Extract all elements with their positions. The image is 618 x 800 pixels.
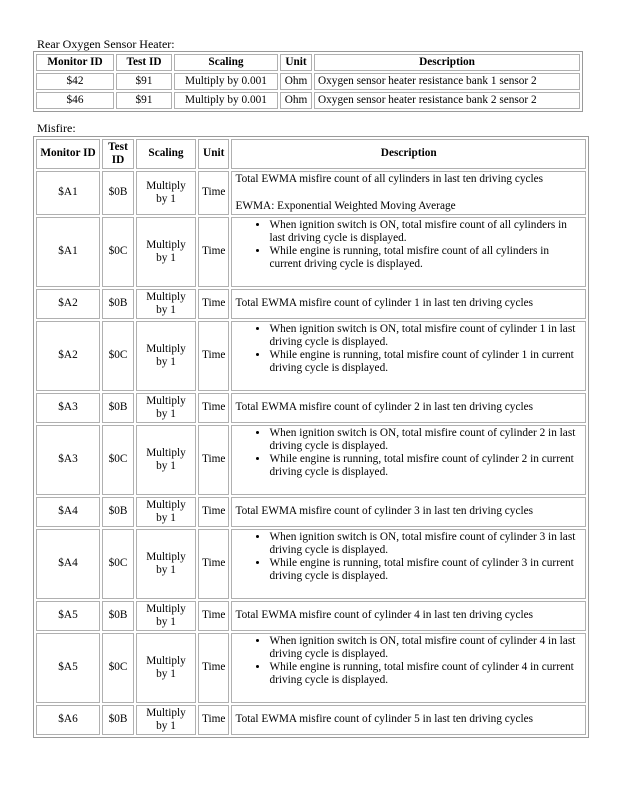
- test-id-cell: $0B: [102, 393, 134, 423]
- bullet-item: • While engine is running, total misfire count of cylinder 2 in current driving cycle is displayed.: [269, 453, 582, 479]
- unit-cell: Time: [198, 289, 229, 319]
- table-row: [36, 393, 586, 423]
- scaling-cell: Multiply by 0.001: [174, 92, 278, 109]
- header-monitor-id: Monitor ID: [36, 54, 114, 71]
- monitor-id-cell: $A4: [36, 529, 100, 599]
- description-cell: [231, 217, 586, 287]
- test-id-cell: $0C: [102, 633, 134, 703]
- unit-cell: Ohm: [280, 92, 312, 109]
- section1-caption: Rear Oxygen Sensor Heater:: [37, 37, 175, 51]
- unit-cell: Time: [198, 425, 229, 495]
- header-scaling: Scaling: [136, 139, 196, 169]
- bullet-item: • When ignition switch is ON, total misfire count of all cylinders in last driving cycle is displayed.: [269, 219, 582, 245]
- description-cell: Oxygen sensor heater resistance bank 1 sensor 2: [314, 73, 580, 90]
- scaling-cell: Multiply by 1: [136, 289, 196, 319]
- table-header-row: [36, 54, 580, 71]
- bullet-item: • While engine is running, total misfire count of cylinder 1 in current driving cycle is displayed.: [269, 349, 582, 375]
- bullet-list: [235, 531, 582, 583]
- unit-cell: Time: [198, 529, 229, 599]
- bullet-list: [235, 635, 582, 687]
- test-id-cell: $0B: [102, 497, 134, 527]
- header-unit: Unit: [198, 139, 229, 169]
- unit-cell: Time: [198, 601, 229, 631]
- monitor-id-cell: $A5: [36, 601, 100, 631]
- monitor-id-cell: $42: [36, 73, 114, 90]
- description-cell: Total EWMA misfire count of cylinder 4 in last ten driving cycles: [231, 601, 586, 631]
- unit-cell: Time: [198, 497, 229, 527]
- test-id-cell: $91: [116, 73, 172, 90]
- header-test-id: Test ID: [116, 54, 172, 71]
- scaling-cell: Multiply by 1: [136, 633, 196, 703]
- table-row: [36, 529, 586, 599]
- monitor-id-cell: $A5: [36, 633, 100, 703]
- monitor-id-cell: $A2: [36, 321, 100, 391]
- table-row: [36, 321, 586, 391]
- description-cell: Total EWMA misfire count of cylinder 2 in last ten driving cycles: [231, 393, 586, 423]
- table-row: [36, 217, 586, 287]
- test-id-cell: $0B: [102, 171, 134, 215]
- misfire-table: [33, 136, 589, 738]
- monitor-id-cell: $A3: [36, 425, 100, 495]
- unit-cell: Time: [198, 393, 229, 423]
- table-row: [36, 497, 586, 527]
- unit-cell: Time: [198, 705, 229, 735]
- test-id-cell: $0C: [102, 529, 134, 599]
- monitor-id-cell: $A3: [36, 393, 100, 423]
- header-scaling: Scaling: [174, 54, 278, 71]
- scaling-cell: Multiply by 1: [136, 393, 196, 423]
- test-id-cell: $0B: [102, 289, 134, 319]
- bullet-item: • When ignition switch is ON, total misfire count of cylinder 1 in last driving cycle is displayed.: [269, 323, 582, 349]
- description-cell: [231, 321, 586, 391]
- bullet-list: [235, 427, 582, 479]
- description-cell: Total EWMA misfire count of cylinder 1 in last ten driving cycles: [231, 289, 586, 319]
- bullet-item: • When ignition switch is ON, total misfire count of cylinder 4 in last driving cycle is displayed.: [269, 635, 582, 661]
- unit-cell: Time: [198, 633, 229, 703]
- bullet-item: • When ignition switch is ON, total misfire count of cylinder 2 in last driving cycle is displayed.: [269, 427, 582, 453]
- scaling-cell: Multiply by 1: [136, 529, 196, 599]
- oxygen-sensor-table: [33, 51, 583, 112]
- test-id-cell: $0B: [102, 601, 134, 631]
- bullet-item: • While engine is running, total misfire count of cylinder 4 in current driving cycle is displayed.: [269, 661, 582, 687]
- monitor-id-cell: $A1: [36, 171, 100, 215]
- scaling-cell: Multiply by 0.001: [174, 73, 278, 90]
- header-monitor-id: Monitor ID: [36, 139, 100, 169]
- description-cell: Oxygen sensor heater resistance bank 2 sensor 2: [314, 92, 580, 109]
- header-description: Description: [231, 139, 586, 169]
- description-cell: [231, 529, 586, 599]
- bullet-list: [235, 219, 582, 271]
- scaling-cell: Multiply by 1: [136, 601, 196, 631]
- test-id-cell: $0C: [102, 217, 134, 287]
- header-unit: Unit: [280, 54, 312, 71]
- description-cell: Total EWMA misfire count of cylinder 5 in last ten driving cycles: [231, 705, 586, 735]
- description-cell: [231, 425, 586, 495]
- scaling-cell: Multiply by 1: [136, 425, 196, 495]
- unit-cell: Time: [198, 171, 229, 215]
- test-id-cell: $0C: [102, 425, 134, 495]
- table-row: [36, 92, 580, 109]
- table-row: [36, 171, 586, 215]
- monitor-id-cell: $46: [36, 92, 114, 109]
- monitor-id-cell: $A1: [36, 217, 100, 287]
- monitor-id-cell: $A4: [36, 497, 100, 527]
- description-cell: [231, 633, 586, 703]
- description-text: Total EWMA misfire count of all cylinders in last ten driving cycles: [235, 172, 544, 185]
- bullet-item: • While engine is running, total misfire count of all cylinders in current driving cycle is displayed.: [269, 245, 582, 271]
- monitor-id-cell: $A6: [36, 705, 100, 735]
- scaling-cell: Multiply by 1: [136, 217, 196, 287]
- test-id-cell: $91: [116, 92, 172, 109]
- table-row: [36, 289, 586, 319]
- header-description: Description: [314, 54, 580, 71]
- unit-cell: Time: [198, 217, 229, 287]
- table-row: [36, 73, 580, 90]
- description-note: EWMA: Exponential Weighted Moving Average: [235, 199, 456, 212]
- unit-cell: Time: [198, 321, 229, 391]
- table-row: [36, 425, 586, 495]
- monitor-id-cell: $A2: [36, 289, 100, 319]
- description-cell: Total EWMA misfire count of cylinder 3 in last ten driving cycles: [231, 497, 586, 527]
- test-id-cell: $0C: [102, 321, 134, 391]
- test-id-cell: $0B: [102, 705, 134, 735]
- description-cell: [231, 171, 586, 215]
- bullet-item: • While engine is running, total misfire count of cylinder 3 in current driving cycle is displayed.: [269, 557, 582, 583]
- scaling-cell: Multiply by 1: [136, 171, 196, 215]
- scaling-cell: Multiply by 1: [136, 321, 196, 391]
- unit-cell: Ohm: [280, 73, 312, 90]
- table-row: [36, 633, 586, 703]
- table-row: [36, 601, 586, 631]
- table-header-row: [36, 139, 586, 169]
- scaling-cell: Multiply by 1: [136, 497, 196, 527]
- scaling-cell: Multiply by 1: [136, 705, 196, 735]
- bullet-item: • When ignition switch is ON, total misfire count of cylinder 3 in last driving cycle is displayed.: [269, 531, 582, 557]
- bullet-list: [235, 323, 582, 375]
- table-row: [36, 705, 586, 735]
- section2-caption: Misfire:: [37, 121, 76, 135]
- header-test-id: Test ID: [102, 139, 134, 169]
